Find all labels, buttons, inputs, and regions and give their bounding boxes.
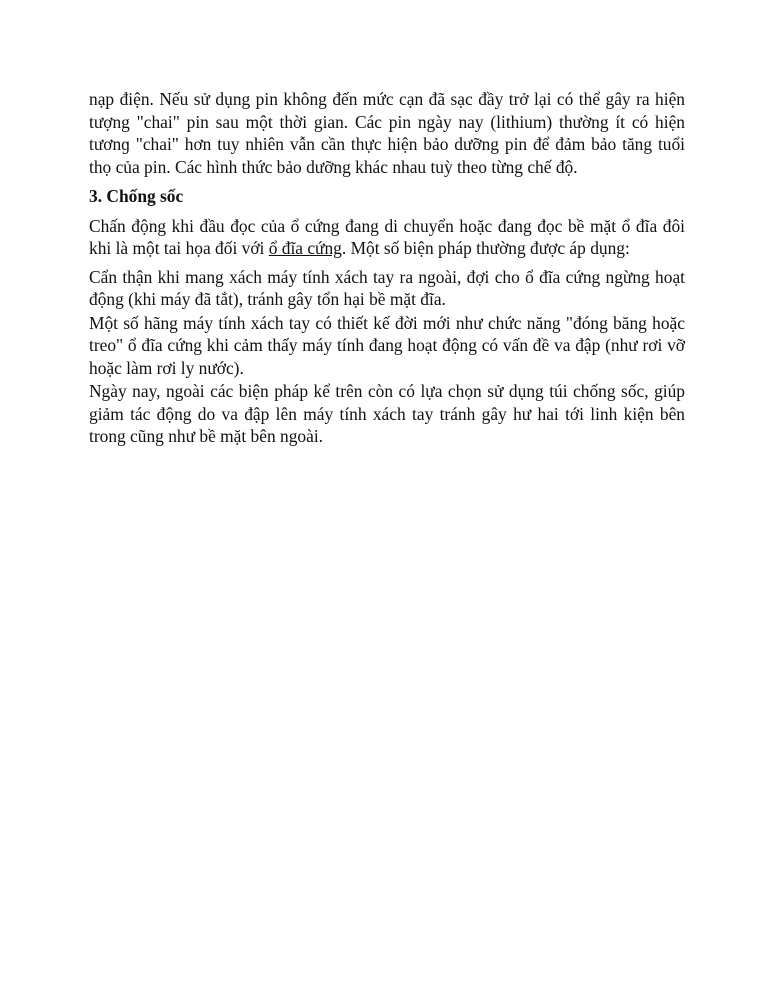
paragraph-freeze-feature: Một số hãng máy tính xách tay có thiết kế đời mới như chức năng "đóng băng hoặc treo" ổ đĩa cứng khi cảm thấy máy tính đang hoạt động có vấn đề va đập (như rơi vỡ hoặc làm rơi ly nước).: [89, 312, 685, 378]
paragraph-shockproof-bag: Ngày nay, ngoài các biện pháp kể trên còn có lựa chọn sử dụng túi chống sốc, giúp giảm tác động do va đập lên máy tính xách tay tránh gây hư hai tới linh kiện bên trong cũng như bề mặt bên ngoài.: [89, 381, 685, 446]
paragraph-shock-intro: [89, 215, 685, 260]
hard-disk-link[interactable]: ổ đĩa cứng: [268, 238, 342, 258]
document-page: [89, 88, 685, 448]
section-heading-shock-protection: 3. Chống sốc: [89, 186, 184, 206]
paragraph-careful-transport: Cẩn thận khi mang xách máy tính xách tay ra ngoài, đợi cho ổ đĩa cứng ngừng hoạt động (khi máy đã tắt), tránh gây tổn hại bề mặt đĩa.: [89, 266, 685, 309]
paragraph-shock-intro-text: Chấn động khi đầu đọc của ổ cứng đang di chuyển hoặc đang đọc bề mặt ổ đĩa đôi khi là một tai họa đối với: [89, 215, 685, 258]
paragraph-battery-maintenance: nạp điện. Nếu sử dụng pin không đến mức cạn đã sạc đầy trở lại có thể gây ra hiện tượng "chai" pin sau một thời gian. Các pin ngày nay (lithium) thường ít có hiện tươnɡ "chai" hơn tuy nhiên vẫn cần thực hiện bảo dưỡng pin để đảm bảo tăng tuổi thọ của pin. Các hình thức bảo dưỡng khác nhau tuỳ theo từng chế độ.: [89, 89, 685, 177]
paragraph-shock-intro-tail: . Một số biện pháp thường được áp dụng:: [341, 238, 630, 258]
